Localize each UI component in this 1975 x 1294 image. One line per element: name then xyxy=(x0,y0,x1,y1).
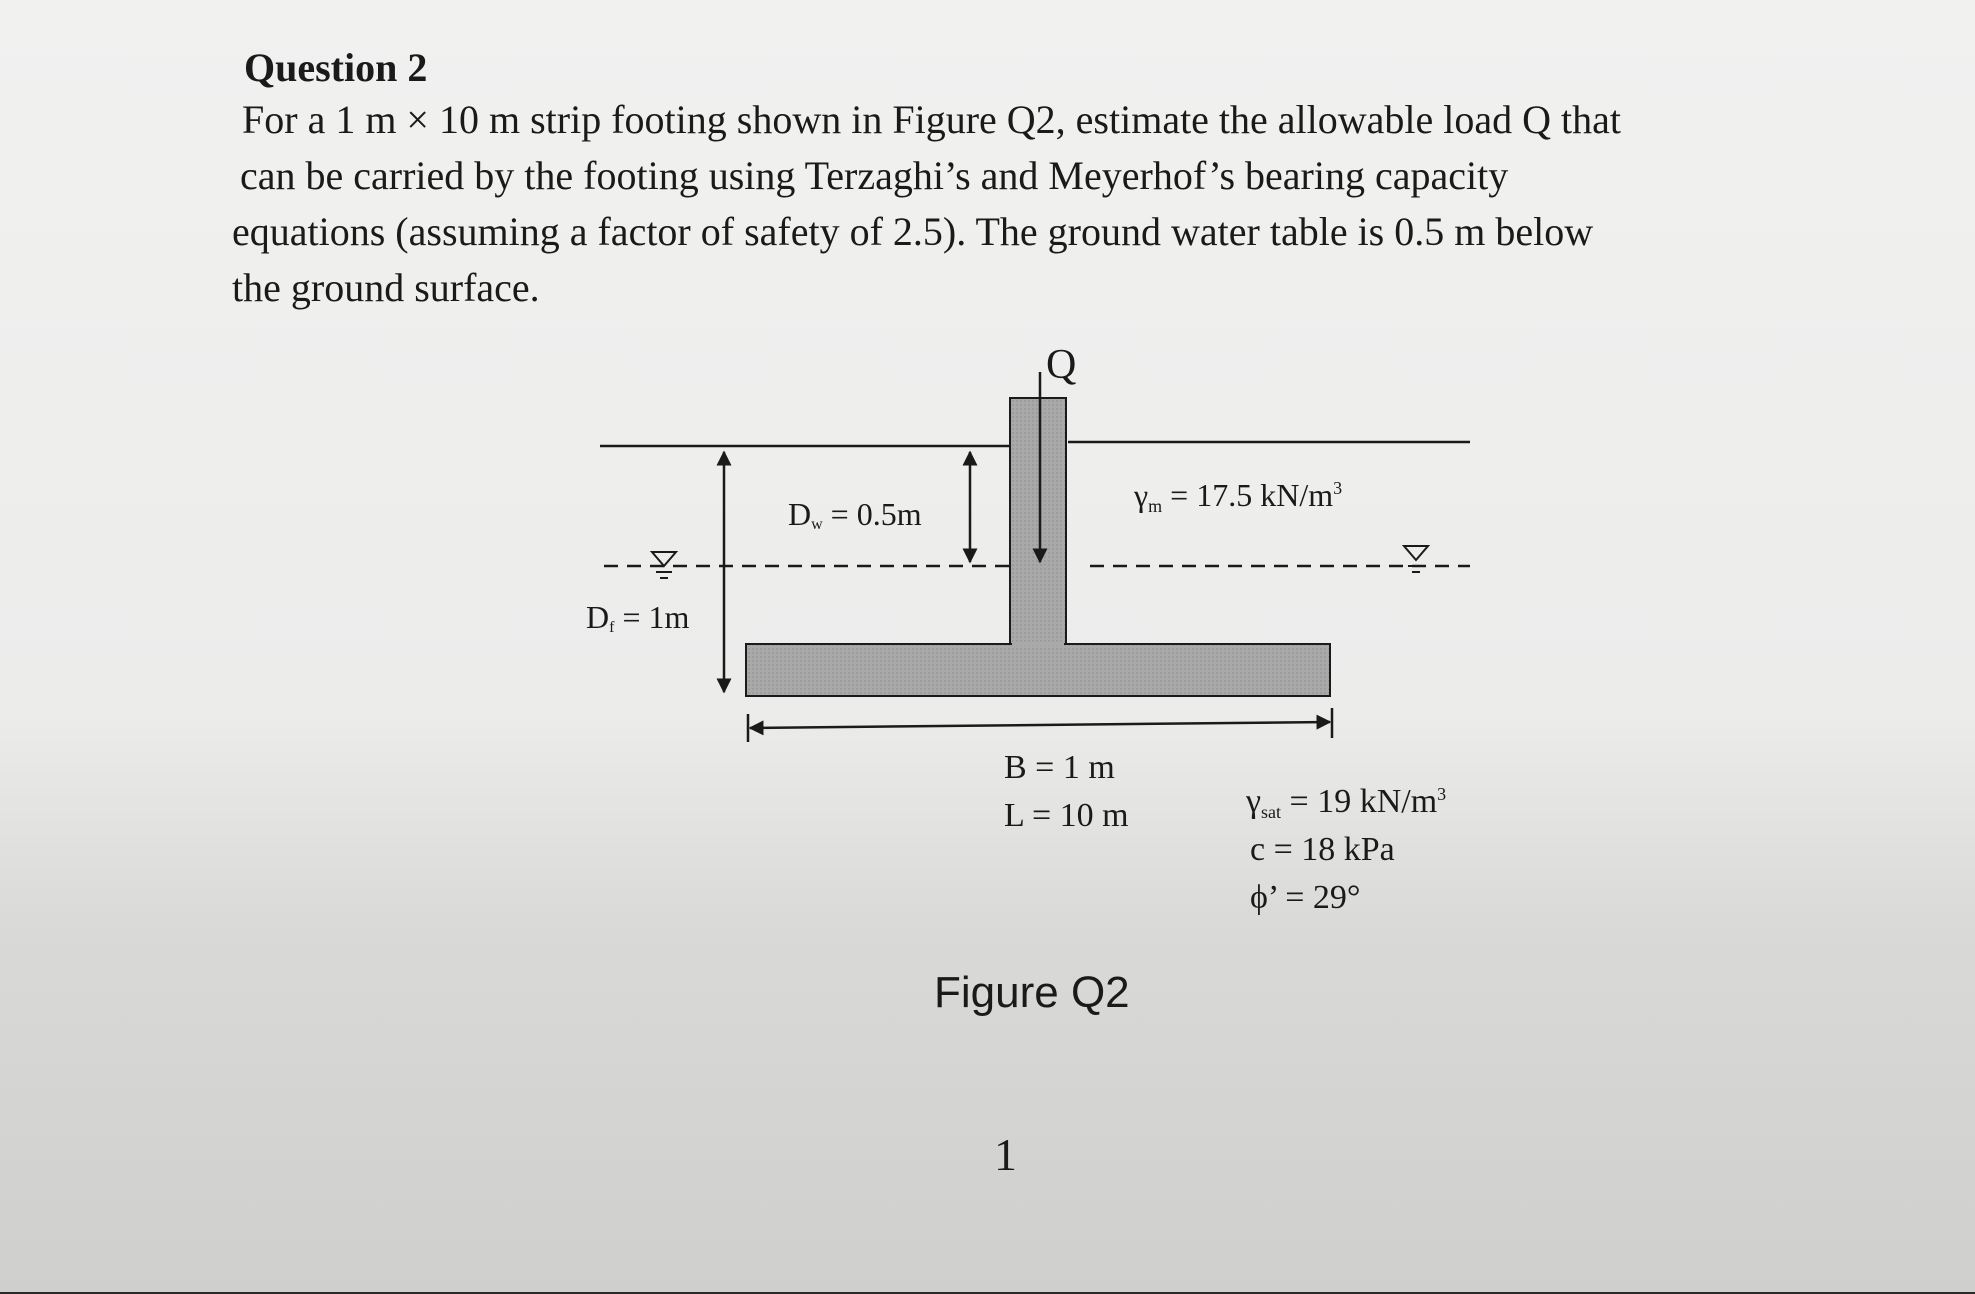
cohesion-label: c = 18 kPa xyxy=(1250,831,1395,868)
gamma-m-label: γm = 17.5 $kN/m^3$ xyxy=(1134,477,1343,516)
question-heading: Question 2 xyxy=(244,45,428,90)
page-number: 1 xyxy=(994,1129,1017,1180)
length-label: L = 10 m xyxy=(1004,797,1129,834)
water-table-symbol-right xyxy=(1404,546,1428,572)
figure-caption: Figure Q2 xyxy=(934,968,1130,1017)
footing-column xyxy=(1010,398,1066,646)
question-line: equations (assuming a factor of safety of 2.5). The ground water table is 0.5 m below xyxy=(232,209,1594,254)
b-dimension-arrow xyxy=(750,722,1330,728)
friction-angle-label: ϕ’ = 29° xyxy=(1250,879,1361,916)
footing-base xyxy=(746,644,1330,696)
question-line: For a 1 m × 10 m strip footing shown in Figure Q2, estimate the allowable load Q that xyxy=(242,97,1622,142)
gamma-sat-label: γsat = 19 $kN/m^3$ xyxy=(1246,783,1447,822)
dw-label: Dw = 0.5m xyxy=(788,496,922,533)
df-label: Df = 1m xyxy=(586,599,690,636)
load-label: Q xyxy=(1046,342,1077,388)
width-label: B = 1 m xyxy=(1004,749,1115,786)
question-line: can be carried by the footing using Terzaghi’s and Meyerhof’s bearing capacity xyxy=(240,153,1509,198)
question-line: the ground surface. xyxy=(232,265,540,310)
